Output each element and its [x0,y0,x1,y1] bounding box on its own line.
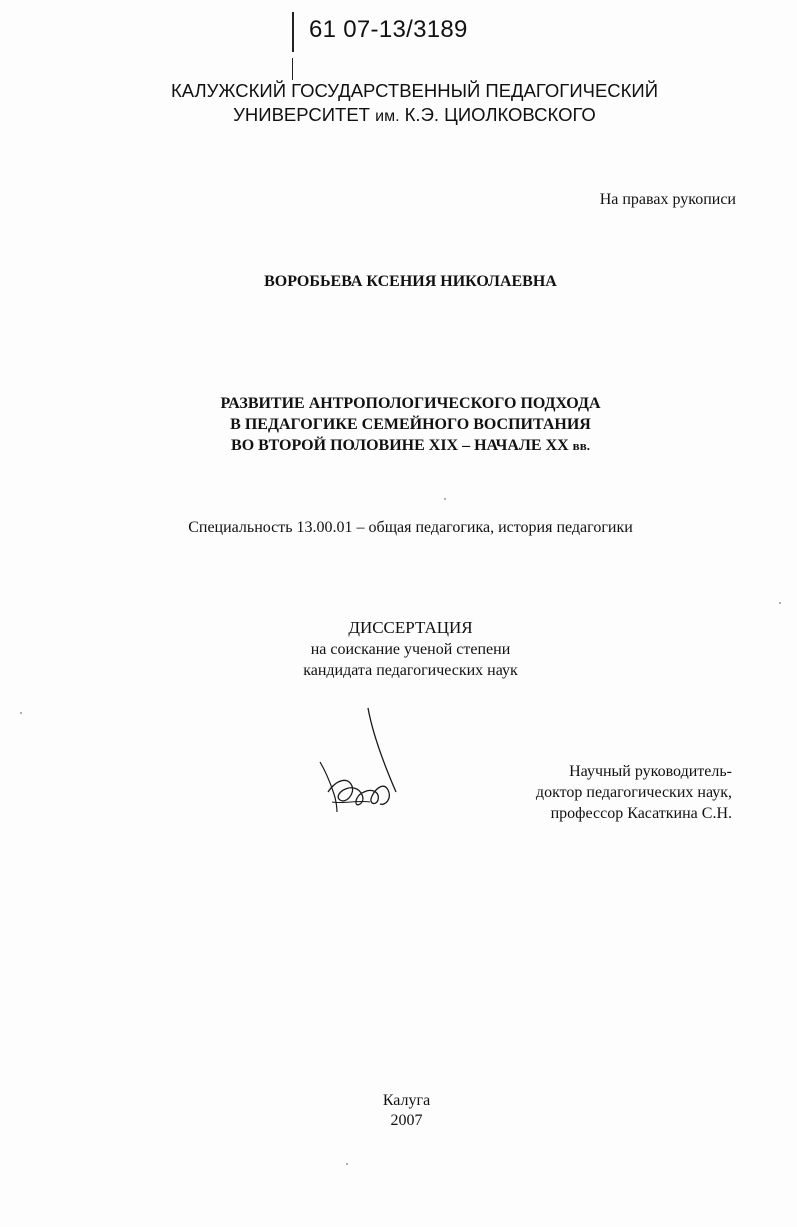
dissertation-degree-line: на соискание ученой степени [310,641,511,658]
scan-speck [20,712,22,714]
archive-number: 61 07-13/3189 [309,16,468,43]
institution-line-2 [16,103,797,129]
title-line-3 [0,437,797,455]
title-line-3-main: ВО ВТОРОЙ ПОЛОВИНЕ XIX – НАЧАЛЕ XX [231,437,569,454]
publication-city: Калуга [382,1092,431,1109]
institution-line-1: КАЛУЖСКИЙ ГОСУДАРСТВЕННЫЙ ПЕДАГОГИЧЕСКИЙ [170,80,659,101]
supervisor-role: Научный руководитель- [569,763,732,780]
rights-note: На правах рукописи [599,191,736,208]
supervisor-name: профессор Касаткина С.Н. [550,805,732,822]
margin-rule-top [292,12,294,52]
dissertation-label: ДИССЕРТАЦИЯ [348,618,473,637]
scan-speck [346,1163,348,1165]
title-line-2: В ПЕДАГОГИКЕ СЕМЕЙНОГО ВОСПИТАНИЯ [230,416,591,433]
dissertation-field-line: кандидата педагогических наук [303,662,518,679]
supervisor-degree: доктор педагогических наук, [535,784,732,801]
institution-line-2-part-1: УНИВЕРСИТЕТ [233,104,370,125]
title-line-1: РАЗВИТИЕ АНТРОПОЛОГИЧЕСКОГО ПОДХОДА [220,395,601,412]
margin-rule-bottom [292,58,293,80]
specialty: Специальность 13.00.01 – общая педагогика, история педагогики [188,519,633,536]
institution-line-2-part-2: им. [375,108,400,125]
author-name: ВОРОБЬЕВА КСЕНИЯ НИКОЛАЕВНА [264,273,557,290]
signature-mark [310,700,420,830]
publication-year: 2007 [390,1112,423,1129]
scan-speck [444,498,446,500]
scan-speck [779,602,781,604]
title-line-3-suffix: вв. [572,438,590,453]
institution-line-2-part-3: К.Э. ЦИОЛКОВСКОГО [404,104,596,125]
